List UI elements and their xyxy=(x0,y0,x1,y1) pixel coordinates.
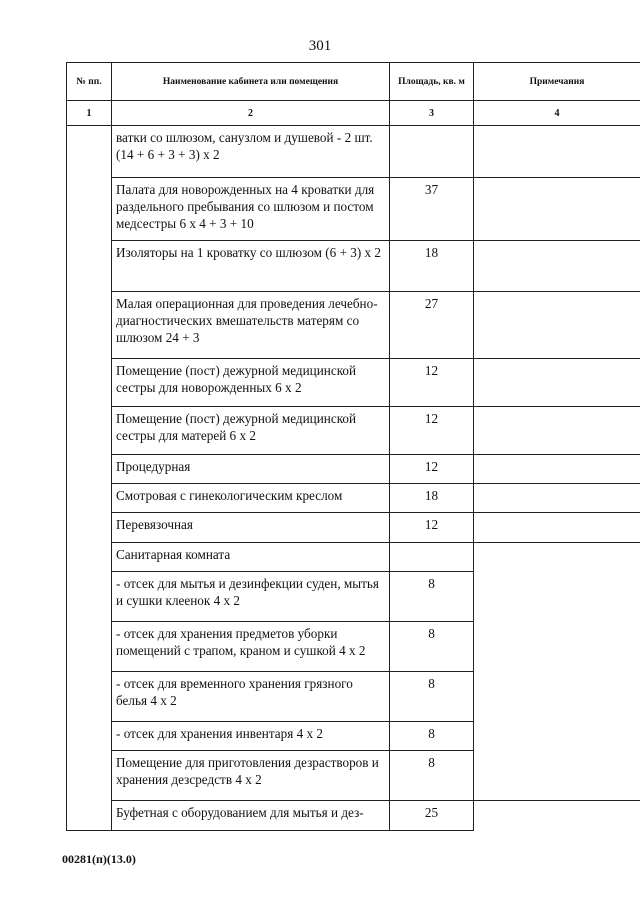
premise-area: 12 xyxy=(390,513,474,543)
notes-cell xyxy=(474,513,640,543)
table-row xyxy=(67,241,640,292)
table-row xyxy=(67,801,640,831)
premise-name: Помещение для приготовления дезрастворов и хранения дезсредств 4 х 2 xyxy=(112,751,390,801)
premise-area: 8 xyxy=(390,722,474,751)
header-num: № пп. xyxy=(67,63,112,101)
premise-name: - отсек для хранения инвентаря 4 х 2 xyxy=(112,722,390,751)
premise-name: ватки со шлюзом, санузлом и душевой - 2 шт. (14 + 6 + 3 + 3) х 2 xyxy=(112,126,390,178)
table-row xyxy=(67,543,640,572)
table-row xyxy=(67,178,640,241)
table-row xyxy=(67,407,640,455)
page-number: 301 xyxy=(308,38,332,54)
premise-name: Малая операционная для проведения лечебно-диагностических вмешательств матерям со шлюзом 24 + 3 xyxy=(112,292,390,359)
premise-area: 12 xyxy=(390,455,474,484)
column-number: 3 xyxy=(390,101,474,126)
premise-name: Палата для новорожденных на 4 кроватки для раздельного пребывания со шлюзом и постом медсестры 6 х 4 + 3 + 10 xyxy=(112,178,390,241)
column-number: 2 xyxy=(112,101,390,126)
premises-table xyxy=(66,62,640,831)
notes-cell xyxy=(474,241,640,292)
notes-cell xyxy=(474,407,640,455)
premise-name: Процедурная xyxy=(112,455,390,484)
column-number: 1 xyxy=(67,101,112,126)
header-notes: Примечания xyxy=(474,63,640,101)
table-row xyxy=(67,126,640,178)
notes-cell xyxy=(474,292,640,359)
table-row xyxy=(67,484,640,513)
document-code: 00281(п)(13.0) xyxy=(62,852,136,866)
premise-area xyxy=(390,126,474,178)
premise-area: 27 xyxy=(390,292,474,359)
premise-name: Изоляторы на 1 кроватку со шлюзом (6 + 3) х 2 xyxy=(112,241,390,292)
premise-area: 8 xyxy=(390,751,474,801)
table-row xyxy=(67,359,640,407)
premise-area: 18 xyxy=(390,484,474,513)
premise-area: 8 xyxy=(390,572,474,622)
header-area: Площадь, кв. м xyxy=(390,63,474,101)
notes-cell xyxy=(474,484,640,513)
notes-cell xyxy=(474,543,640,801)
notes-cell xyxy=(474,455,640,484)
premise-area: 18 xyxy=(390,241,474,292)
premise-name: Смотровая с гинекологическим креслом xyxy=(112,484,390,513)
table-row xyxy=(67,292,640,359)
premise-name: Помещение (пост) дежурной медицинской сестры для матерей 6 х 2 xyxy=(112,407,390,455)
notes-cell xyxy=(474,178,640,241)
row-number-cell xyxy=(67,126,112,831)
premise-area: 12 xyxy=(390,407,474,455)
premise-area: 8 xyxy=(390,622,474,672)
premise-area: 12 xyxy=(390,359,474,407)
column-number: 4 xyxy=(474,101,640,126)
notes-cell xyxy=(474,359,640,407)
premise-name: Санитарная комната xyxy=(112,543,390,572)
notes-cell xyxy=(474,126,640,178)
table-row xyxy=(67,513,640,543)
premise-area: 8 xyxy=(390,672,474,722)
premise-name: - отсек для мытья и дезинфекции суден, мытья и сушки клеенок 4 х 2 xyxy=(112,572,390,622)
premise-area xyxy=(390,543,474,572)
premise-name: Буфетная с оборудованием для мытья и дез- xyxy=(112,801,390,831)
header-name: Наименование кабинета или помещения xyxy=(112,63,390,101)
premise-name: Перевязочная xyxy=(112,513,390,543)
premise-name: - отсек для временного хранения грязного белья 4 х 2 xyxy=(112,672,390,722)
premise-name: Помещение (пост) дежурной медицинской сестры для новорожденных 6 х 2 xyxy=(112,359,390,407)
premise-name: - отсек для хранения предметов уборки помещений с трапом, краном и сушкой 4 х 2 xyxy=(112,622,390,672)
premise-area: 37 xyxy=(390,178,474,241)
premise-area: 25 xyxy=(390,801,474,831)
table-row xyxy=(67,455,640,484)
